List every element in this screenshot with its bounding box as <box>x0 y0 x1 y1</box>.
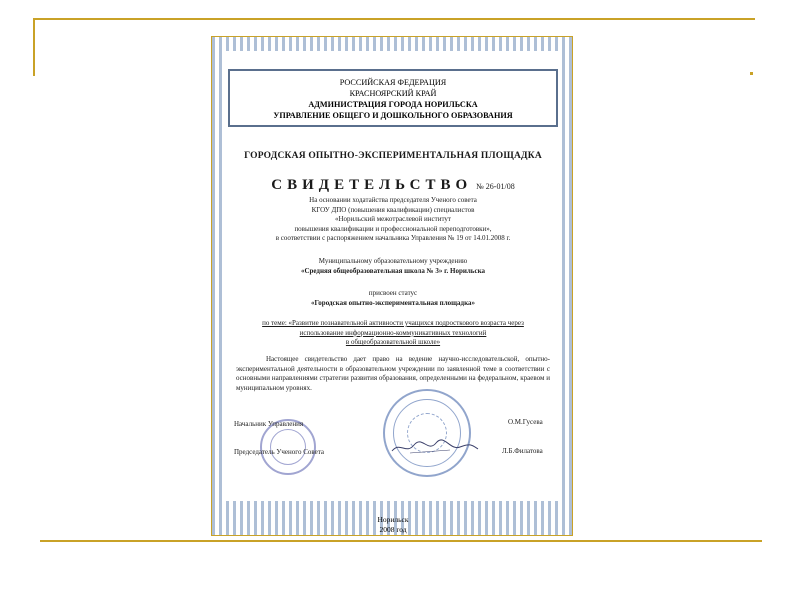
topic-line: использование информационно-коммуникативных технологий <box>299 328 487 337</box>
chair-signature-name: Л.Б.Филатова <box>502 447 543 455</box>
recipient-block <box>212 257 573 276</box>
platform-title: ГОРОДСКАЯ ОПЫТНО-ЭКСПЕРИМЕНТАЛЬНАЯ ПЛОЩАДКА <box>244 151 542 161</box>
certificate-heading <box>212 176 573 194</box>
status-block <box>212 289 573 308</box>
header-department: УПРАВЛЕНИЕ ОБЩЕГО И ДОШКОЛЬНОГО ОБРАЗОВАНИЯ <box>273 111 513 120</box>
chair-signature-label: Председатель Ученого Совета <box>234 448 324 456</box>
header-region: КРАСНОЯРСКИЙ КРАЙ <box>349 89 437 98</box>
certificate-document <box>211 36 573 536</box>
recipient-school: «Средняя общеобразовательная школа № 3» г. Норильска <box>300 266 486 275</box>
topic-block <box>212 319 573 348</box>
round-seal-right <box>383 389 471 477</box>
rights-paragraph: Настоящее свидетельство дает право на ведение научно-исследовательской, опытно-экспериментальной деятельности в образовательном учреждении по заявленной теме в соответствии с основными направлениями стратегии развития образования, определенными на федеральном, краевом и муниципальном уровнях. <box>236 355 550 392</box>
status-intro: присвоен статус <box>368 289 418 297</box>
certificate-number: № 26-01/08 <box>476 182 515 191</box>
basis-paragraph <box>212 196 573 244</box>
slide-left-rule <box>33 18 35 76</box>
head-signature-name: О.М.Гусева <box>508 418 543 426</box>
header-administration: АДМИНИСТРАЦИЯ ГОРОДА НОРИЛЬСКА <box>308 100 478 109</box>
head-signature-label: Начальник Управления <box>234 420 304 428</box>
status-name: «Городская опытно-экспериментальная площадка» <box>310 298 476 307</box>
topic-line: в общеобразовательной школе» <box>345 338 441 347</box>
basis-line: На основании ходатайства председателя Ученого совета <box>309 196 477 204</box>
certificate-title: СВИДЕТЕЛЬСТВО <box>271 177 473 193</box>
recipient-line: Муниципальному образовательному учреждению <box>318 257 468 265</box>
topic-line: по теме: «Развитие познавательной активности учащихся подросткового возраста через <box>262 319 524 327</box>
slide-dot-mark <box>750 72 753 75</box>
basis-line: «Норильский межотраслевой институт <box>335 215 451 224</box>
handwritten-signature <box>390 437 480 457</box>
slide-top-rule <box>33 18 755 20</box>
basis-line: в соответствии с распоряжением начальника Управления № 19 от 14.01.2008 г. <box>275 234 511 243</box>
header-country: РОССИЙСКАЯ ФЕДЕРАЦИЯ <box>339 78 447 87</box>
basis-line: КГОУ ДПО (повышения квалификации) специалистов <box>311 205 475 214</box>
slide-bottom-rule <box>40 540 762 542</box>
issuer-header <box>228 69 558 127</box>
basis-line: повышения квалификации и профессиональной переподготовки», <box>294 224 492 233</box>
footer-year: 2008 год <box>379 525 407 534</box>
document-footer <box>212 515 573 535</box>
footer-city: Норильск <box>377 515 409 524</box>
